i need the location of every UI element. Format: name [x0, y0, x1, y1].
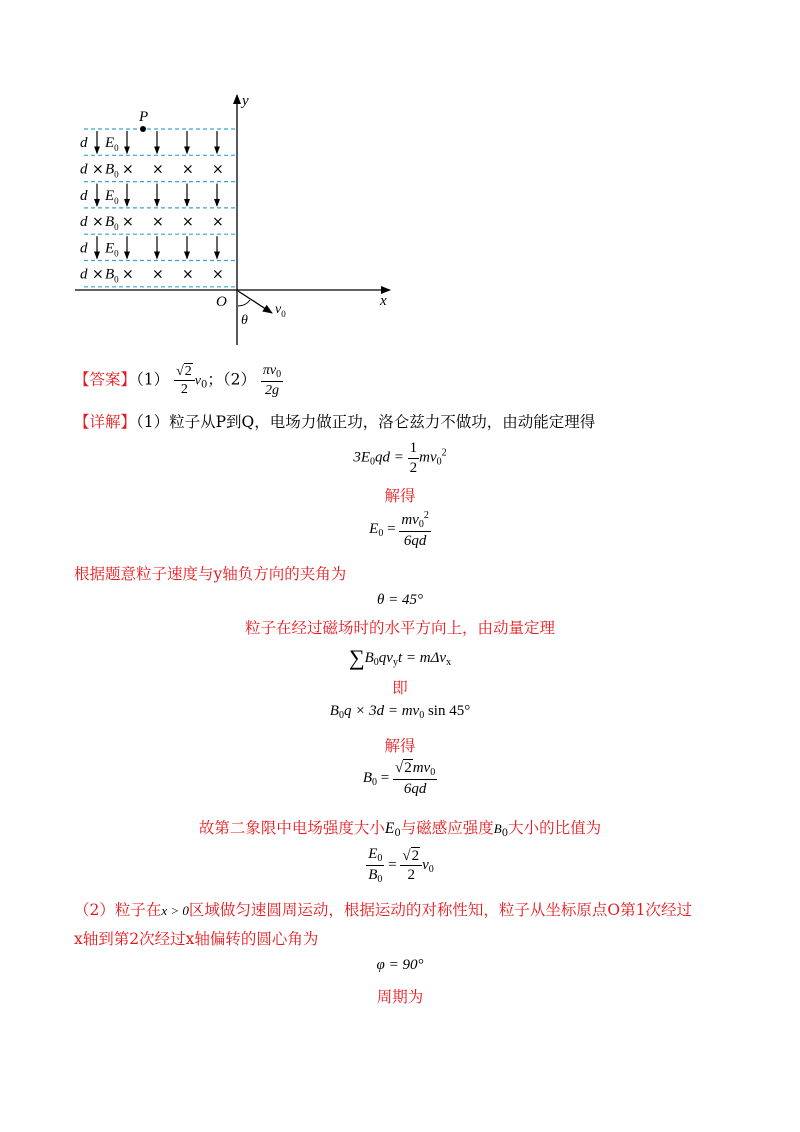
x-axis-label: x [380, 293, 387, 309]
magnetic-cross: × [92, 161, 104, 178]
row-width-label: d [80, 240, 88, 257]
equation-momentum: $\sum B_0qv_yt = m\Delta v_x$ [348, 645, 452, 670]
point-p [140, 126, 146, 132]
magnetic-cross: × [92, 266, 104, 283]
answer-1-frac: $\frac{√2}{2}$ [174, 364, 195, 398]
answer-label: 【答案】 [74, 370, 137, 389]
magnetic-cross: × [182, 161, 194, 178]
electric-field-label: $E_0$ [105, 240, 119, 259]
field-boundaries [84, 129, 237, 287]
answer-2-frac: $\frac{\pi v_0}{2g}$ [262, 363, 282, 398]
y-axis-label: y [242, 93, 249, 109]
electric-field-label: $E_0$ [105, 135, 119, 154]
answer-line: 【答案】（1） $\frac{√2}{2}$ $v_0$；（2） $\frac{\pi v_0}{2g}$ [74, 363, 282, 398]
equation-phi: φ = 90° [376, 957, 424, 973]
momentum-text: 粒子在经过磁场时的水平方向上，由动量定理 [244, 619, 555, 637]
solve-text-1: 解得 [384, 487, 416, 505]
velocity-label: $v_0$ [275, 302, 286, 319]
magnetic-cross: × [212, 214, 224, 231]
equation-b0: $B_0$ = $\frac{√2mv_0}{6qd}$ [362, 760, 436, 797]
magnetic-cross: × [122, 266, 134, 283]
equation-theta: θ = 45° [377, 592, 423, 608]
answer-part2-marker: ；（2） [207, 370, 256, 389]
velocity-vector [238, 291, 272, 313]
equation-ratio: $\frac{E_0}{B_0}$ = $\frac{√2}{2}$ $v_0$ [368, 846, 434, 885]
magnetic-field-label: $B_0$ [105, 214, 119, 233]
part2-line1: （2）粒子在x > 0区域做匀速圆周运动，根据运动的对称性知，粒子从坐标原点O第1次经过 [74, 901, 692, 919]
electric-field-label: $E_0$ [105, 187, 119, 206]
answer-1-var: v [194, 373, 201, 389]
part2-line2: x轴到第2次经过x轴偏转的圆心角为 [74, 930, 319, 948]
solve-text-2: 解得 [384, 737, 416, 755]
magnetic-cross: × [92, 214, 104, 231]
equation-impulse: $B_0q \times 3d = mv_0$ sin 45° [329, 703, 471, 721]
row-width-label: d [80, 214, 88, 231]
field-diagram [0, 0, 800, 350]
period-text: 周期为 [376, 988, 424, 1006]
magnetic-cross: × [152, 214, 164, 231]
angle-text: 根据题意粒子速度与y轴负方向的夹角为 [74, 565, 347, 583]
equation-e0: $E_0$ = $\frac{mv_0^2}{6qd}$ [369, 510, 429, 549]
magnetic-cross: × [212, 161, 224, 178]
detail-intro: 【详解】（1）粒子从P到Q，电场力做正功，洛仑兹力不做功，由动能定理得 [74, 413, 596, 431]
magnetic-cross: × [182, 214, 194, 231]
equation-energy: $3E_0qd$ = $\frac{1}{2}$ $mv_0^2$ [353, 440, 447, 476]
magnetic-cross: × [182, 266, 194, 283]
row-width-label: d [80, 135, 88, 152]
magnetic-cross: × [122, 214, 134, 231]
answer-part1-marker: （1） [136, 370, 170, 389]
magnetic-cross: × [152, 266, 164, 283]
magnetic-field-label: $B_0$ [105, 266, 119, 285]
detail-label: 【详解】 [74, 413, 137, 431]
row-width-label: d [80, 266, 88, 283]
origin-label: O [216, 294, 227, 310]
angle-arc [238, 300, 250, 306]
magnetic-cross: × [212, 266, 224, 283]
magnetic-field-label: $B_0$ [105, 161, 119, 180]
ratio-text: 故第二象限中电场强度大小$E_0$与磁感应强度$B_0$大小的比值为 [198, 819, 602, 839]
magnetic-cross: × [152, 161, 164, 178]
magnetic-cross: × [122, 161, 134, 178]
row-width-label: d [80, 187, 88, 204]
ji-text: 即 [392, 679, 408, 697]
row-width-label: d [80, 161, 88, 178]
point-p-label: P [139, 109, 149, 125]
angle-label: θ [241, 313, 248, 328]
